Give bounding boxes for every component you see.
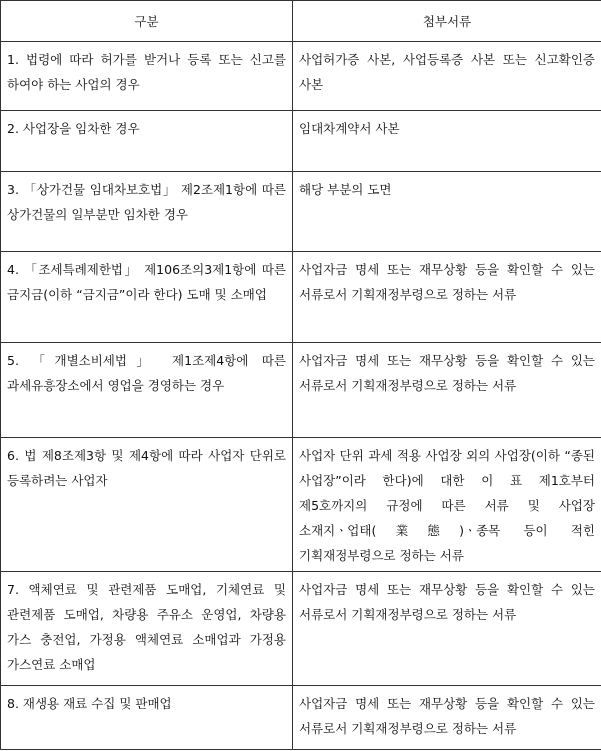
category-cell: 6. 법 제8조제3항 및 제4항에 따라 사업자 단위로 등록하려는 사업자 bbox=[1, 438, 293, 572]
documents-cell: 사업자 단위 과세 적용 사업장 외의 사업장(이하 “종된 사업장”이라 한다)에 대한 이 표 제1호부터 제5호까지의 규정에 따른 서류 및 사업장 소재지ㆍ업태(業態)ㆍ종목 등이 적힌 기획재정부령으로 정하는 서류 bbox=[293, 438, 601, 572]
documents-cell: 해당 부분의 도면 bbox=[293, 172, 601, 252]
category-cell: 7. 액체연료 및 관련제품 도매업, 기체연료 및 관련제품 도매업, 차량용 주유소 운영업, 차량용 가스 충전업, 가정용 액체연료 소매업과 가정용 가스연료 소매업 bbox=[1, 572, 293, 686]
table-row bbox=[1, 172, 601, 252]
column-header-category: 구분 bbox=[1, 1, 293, 42]
table-row bbox=[1, 42, 601, 111]
table-header-row bbox=[1, 1, 601, 42]
category-cell: 4. 「조세특례제한법」 제106조의3제1항에 따른 금지금(이하 “금지금”이라 한다) 도매 및 소매업 bbox=[1, 252, 293, 343]
table-row bbox=[1, 686, 601, 750]
table-row bbox=[1, 252, 601, 343]
table-row bbox=[1, 343, 601, 438]
table-row bbox=[1, 111, 601, 172]
documents-cell: 사업자금 명세 또는 재무상황 등을 확인할 수 있는 서류로서 기획재정부령으로 정하는 서류 bbox=[293, 572, 601, 686]
documents-cell: 임대차계약서 사본 bbox=[293, 111, 601, 172]
category-cell: 8. 재생용 재료 수집 및 판매업 bbox=[1, 686, 293, 750]
table-row bbox=[1, 572, 601, 686]
column-header-documents: 첨부서류 bbox=[293, 1, 601, 42]
category-cell: 1. 법령에 따라 허가를 받거나 등록 또는 신고를 하여야 하는 사업의 경우 bbox=[1, 42, 293, 111]
category-cell: 3. 「상가건물 임대차보호법」 제2조제1항에 따른 상가건물의 일부분만 임차한 경우 bbox=[1, 172, 293, 252]
documents-cell: 사업자금 명세 또는 재무상황 등을 확인할 수 있는 서류로서 기획재정부령으로 정하는 서류 bbox=[293, 252, 601, 343]
table-row bbox=[1, 438, 601, 572]
documents-cell: 사업자금 명세 또는 재무상황 등을 확인할 수 있는 서류로서 기획재정부령으로 정하는 서류 bbox=[293, 686, 601, 750]
category-cell: 5. 「개별소비세법」 제1조제4항에 따른 과세유흥장소에서 영업을 경영하는 경우 bbox=[1, 343, 293, 438]
category-cell: 2. 사업장을 임차한 경우 bbox=[1, 111, 293, 172]
documents-cell: 사업허가증 사본, 사업등록증 사본 또는 신고확인증 사본 bbox=[293, 42, 601, 111]
documents-cell: 사업자금 명세 또는 재무상황 등을 확인할 수 있는 서류로서 기획재정부령으로 정하는 서류 bbox=[293, 343, 601, 438]
